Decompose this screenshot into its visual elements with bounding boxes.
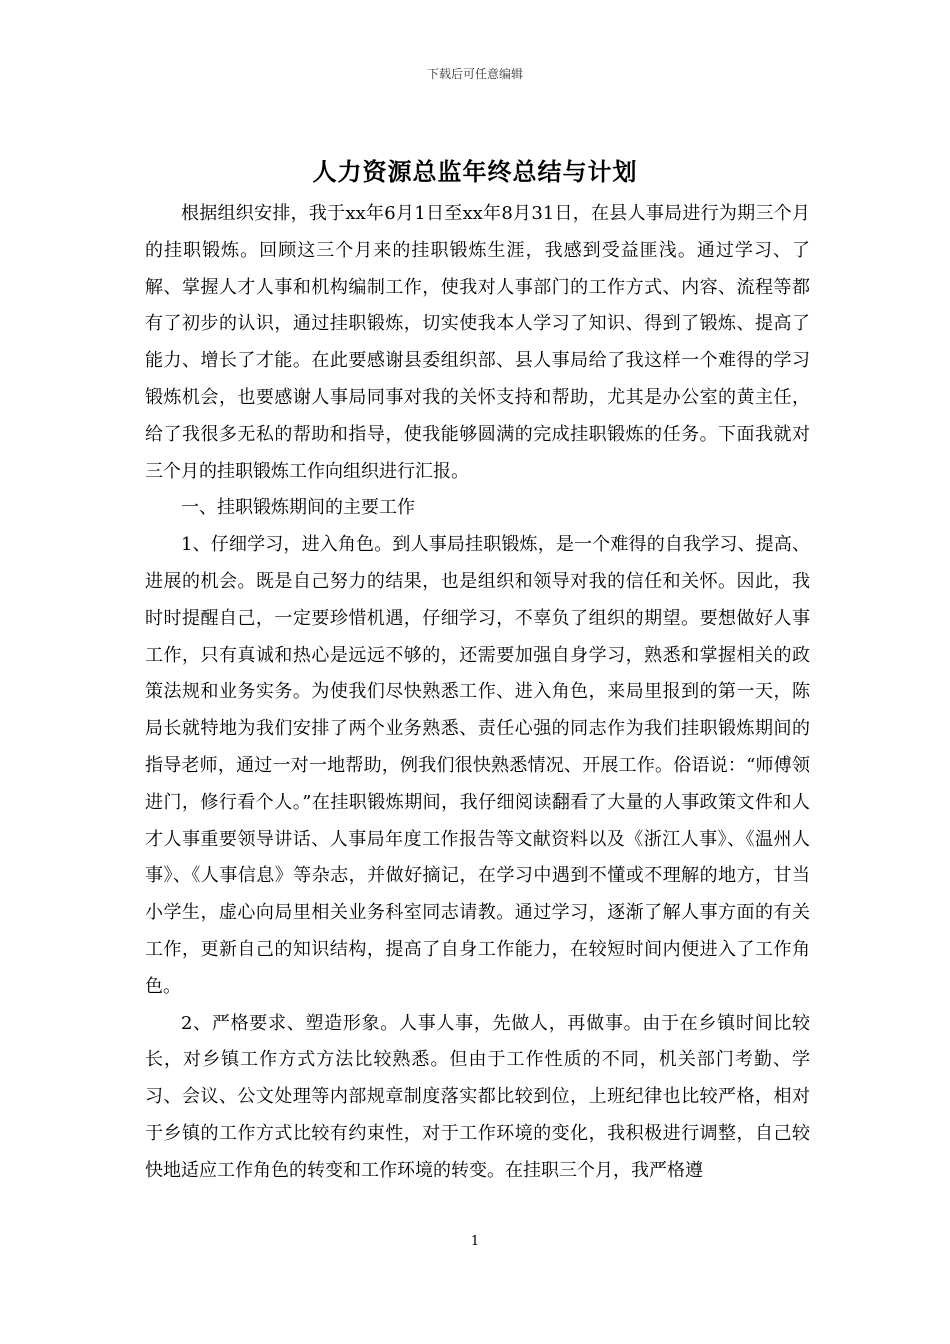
page-number: 1 — [470, 1234, 480, 1249]
header-note: 下载后可任意编辑 — [426, 67, 523, 81]
paragraph-discipline: 2、严格要求、塑造形象。人事人事，先做人，再做事。由于在乡镇时间比较长，对乡镇工作方式方法比较熟悉。但由于工作性质的不同，机关部门考勤、学习、会议、公文处理等内部规章制度落实都比较到位，上班纪律也比较严格，相对于乡镇的工作方式比较有约束性，对于工作环境的变化，我积极进行调整，自己较快地适应工作角色的转变和工作环境的转变。在挂职三个月，我严格遵 — [145, 1012, 810, 1181]
paragraph-study: 1、仔细学习，进入角色。到人事局挂职锻炼，是一个难得的自我学习、提高、进展的机会。既是自己努力的结果，也是组织和领导对我的信任和关怀。因此，我时时提醒自己，一定要珍惜机遇，仔细学习，不辜负了组织的期望。要想做好人事工作，只有真诚和热心是远远不够的，还需要加强自身学习，熟悉和掌握相关的政策法规和业务实务。为使我们尽快熟悉工作、进入角色，来局里报到的第一天，陈局长就特地为我们安排了两个业务熟悉、责任心强的同志作为我们挂职锻炼期间的指导老师，通过一对一地帮助，例我们很快熟悉情况、开展工作。俗语说：“师傅领进门，修行看个人。”在挂职锻炼期间，我仔细阅读翻看了大量的人事政策文件和人才人事重要领导讲话、人事局年度工作报告等文献资料以及《浙江人事》、《温州人事》、《人事信息》等杂志，并做好摘记，在学习中遇到不懂或不理解的地方，甘当小学生，虚心向局里相关业务科室同志请教。通过学习，逐渐了解人事方面的有关工作，更新自己的知识结构，提高了自身工作能力，在较短时间内便进入了工作角色。 — [145, 534, 810, 997]
document-body — [145, 196, 810, 1190]
page-title: 人力资源总监年终总结与计划 — [312, 157, 638, 186]
paragraph-intro: 根据组织安排，我于xx年6月1日至xx年8月31日，在县人事局进行为期三个月的挂职锻炼。回顾这三个月来的挂职锻炼生涯，我感到受益匪浅。通过学习、了解、掌握人才人事和机构编制工作，使我对人事部门的工作方式、内容、流程等都有了初步的认识，通过挂职锻炼，切实使我本人学习了知识、得到了锻炼、提高了能力、增长了才能。在此要感谢县委组织部、县人事局给了我这样一个难得的学习锻炼机会，也要感谢人事局同事对我的关怀支持和帮助，尤其是办公室的黄主任，给了我很多无私的帮助和指导，使我能够圆满的完成挂职锻炼的任务。下面我就对三个月的挂职锻炼工作向组织进行汇报。 — [145, 203, 810, 482]
section-heading: 一、挂职锻炼期间的主要工作 — [181, 497, 415, 519]
